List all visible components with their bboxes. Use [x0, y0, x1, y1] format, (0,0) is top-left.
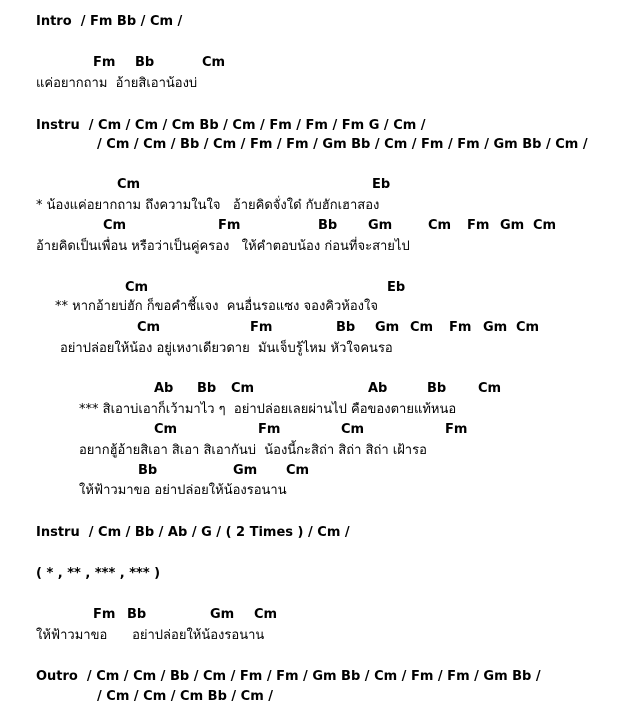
chord: Fm — [93, 607, 116, 622]
chord: Cm — [154, 422, 178, 437]
chord: Cm — [478, 381, 502, 396]
chord: Cm — [202, 55, 226, 70]
chord: Fm — [449, 320, 472, 335]
chord: Cm — [254, 607, 278, 622]
lyric-line: ** หากอ้ายบ่ฮัก ก็ขอคำชี้แจง คนอื่นรอแซง จองคิวห้องใจ — [55, 299, 378, 314]
chord: Cm — [410, 320, 434, 335]
intro-line: Intro / Fm Bb / Cm / — [36, 14, 183, 29]
chord: Fm — [258, 422, 281, 437]
chord: Gm — [500, 218, 525, 233]
chord: Gm — [375, 320, 400, 335]
outro-line-2: / Cm / Cm / Cm Bb / Cm / — [97, 689, 274, 704]
lyric-line: แค่อยากถาม อ้ายสิเอาน้องบ่ — [36, 76, 198, 91]
chord: Gm — [368, 218, 393, 233]
chord: Fm — [250, 320, 273, 335]
instru-line-3: Instru / Cm / Bb / Ab / G / ( 2 Times ) / Cm / — [36, 525, 350, 540]
instru-line-2: / Cm / Cm / Bb / Cm / Fm / Fm / Gm Bb / Cm / Fm / Fm / Gm Bb / Cm / — [97, 137, 588, 152]
chord: Bb — [427, 381, 447, 396]
chord: Cm — [286, 463, 310, 478]
chord: Bb — [318, 218, 338, 233]
instru-line-1: Instru / Cm / Cm / Cm Bb / Cm / Fm / Fm / Fm G / Cm / — [36, 118, 426, 133]
chord: Gm — [233, 463, 258, 478]
lyric-line: อย่าปล่อยให้น้อง อยู่เหงาเดียวดาย มันเจ็บรู้ไหม หัวใจคนรอ — [60, 341, 393, 356]
chord: Cm — [103, 218, 127, 233]
chord: Eb — [387, 280, 406, 295]
chord: Cm — [231, 381, 255, 396]
chord: Ab — [368, 381, 388, 396]
lyric-line: อยากฮู้อ้ายสิเอา สิเอา สิเอากันบ่ น้องนี้กะสิถ่า สิถ่า สิถ่า เฝ้ารอ — [79, 443, 427, 458]
lyric-line: อ้ายคิดเป็นเพื่อน หรือว่าเป็นคู่ครอง ให้คำตอบน้อง ก่อนที่จะสายไป — [36, 239, 410, 254]
outro-line-1: Outro / Cm / Cm / Bb / Cm / Fm / Fm / Gm Bb / Cm / Fm / Fm / Gm Bb / — [36, 669, 541, 684]
chord: Bb — [336, 320, 356, 335]
chord: Cm — [117, 177, 141, 192]
lyric-line: *** สิเอาบ่เอาก็เว้ามาไว ๆ อย่าปล่อยเลยผ่านไป คือของตายแท้หนอ — [79, 402, 457, 417]
chord: Fm — [445, 422, 468, 437]
chord: Fm — [467, 218, 490, 233]
chord: Gm — [483, 320, 508, 335]
lyric-line: ให้ฟ้าวมาขอ อย่าปล่อยให้น้องรอนาน — [36, 628, 265, 643]
chord: Cm — [341, 422, 365, 437]
chord: Gm — [210, 607, 235, 622]
chord: Bb — [197, 381, 217, 396]
chord: Cm — [125, 280, 149, 295]
chord: Bb — [127, 607, 147, 622]
chord: Cm — [533, 218, 557, 233]
chord: Cm — [137, 320, 161, 335]
chord: Fm — [93, 55, 116, 70]
lyric-line: ให้ฟ้าวมาขอ อย่าปล่อยให้น้องรอนาน — [79, 483, 287, 498]
chord: Bb — [138, 463, 158, 478]
lyric-line: * น้องแค่อยากถาม ถึงความในใจ อ้ายคิดจั่งใด๋ กับฮักเฮาสอง — [36, 198, 380, 213]
chord: Eb — [372, 177, 391, 192]
chord: Cm — [516, 320, 540, 335]
chord: Cm — [428, 218, 452, 233]
chord: Bb — [135, 55, 155, 70]
chord: Ab — [154, 381, 174, 396]
chord: Fm — [218, 218, 241, 233]
repeat-line: ( * , ** , *** , *** ) — [36, 566, 161, 581]
